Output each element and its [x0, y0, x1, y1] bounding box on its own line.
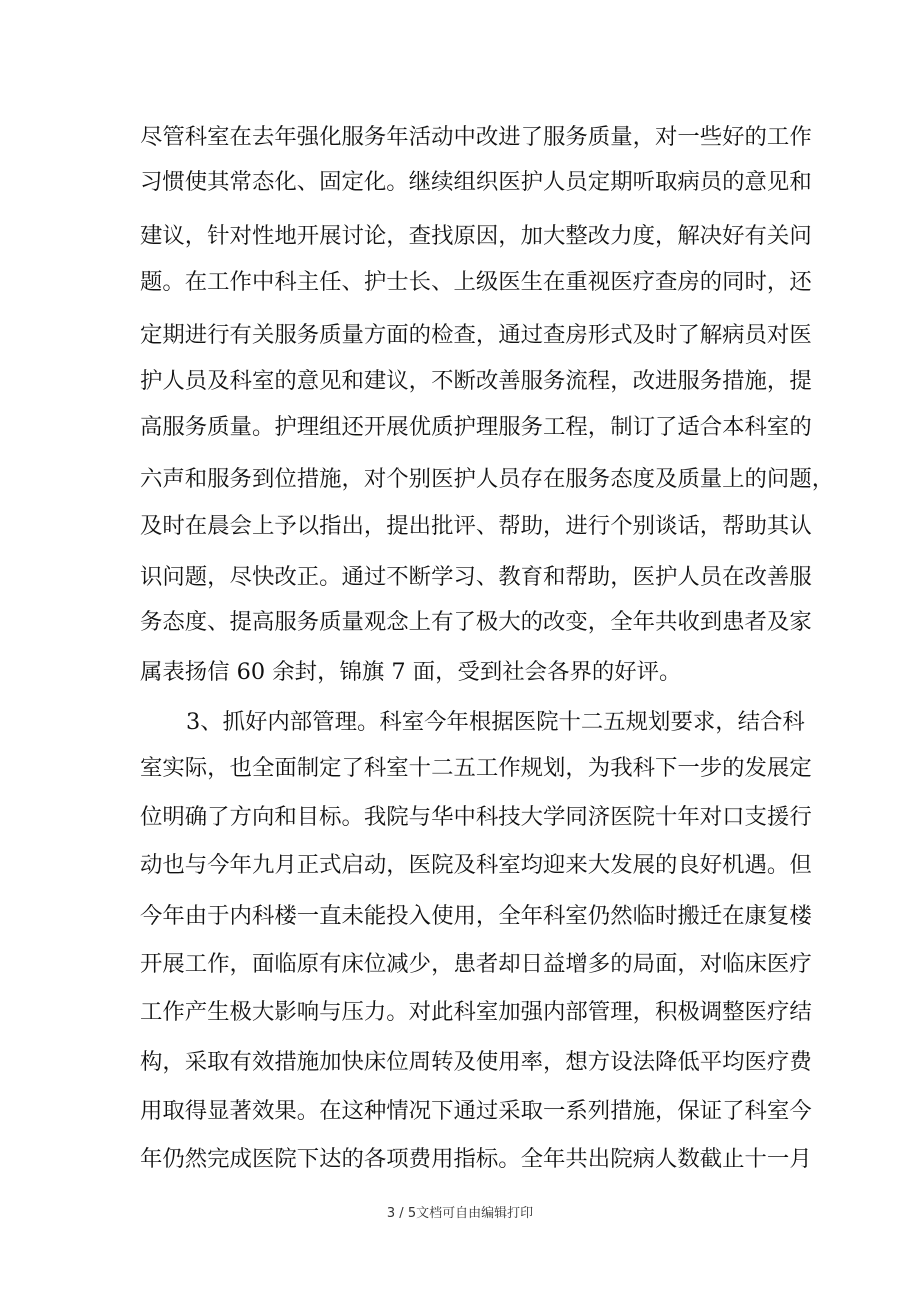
paragraph-1-line-2: 习惯使其常态化、固定化。继续组织医护人员定期听取病员的意见和 — [140, 169, 812, 195]
paragraph-1-line-8: 六声和服务到位措施，对个别医护人员存在服务态度及质量上的问题， — [140, 466, 835, 492]
paragraph-1-line-12: 属表扬信 60 余封，锦旗 7 面，受到社会各界的好评。 — [140, 659, 682, 685]
paragraph-2-line-7: 工作产生极大影响与压力。对此科室加强内部管理，积极调整医疗结 — [140, 999, 812, 1025]
paragraph-1-line-4: 题。在工作中科主任、护士长、上级医生在重视医疗查房的同时，还 — [140, 269, 812, 295]
paragraph-1-line-1: 尽管科室在去年强化服务年活动中改进了服务质量，对一些好的工作 — [140, 124, 812, 150]
paragraph-2-line-4: 动也与今年九月正式启动，医院及科室均迎来大发展的良好机遇。但 — [140, 852, 812, 878]
paragraph-1-line-9: 及时在晨会上予以指出，提出批评、帮助，进行个别谈话，帮助其认 — [140, 513, 812, 539]
paragraph-2-line-9: 用取得显著效果。在这种情况下通过采取一系列措施，保证了科室今 — [140, 1098, 812, 1124]
paragraph-1-line-6: 护人员及科室的意见和建议，不断改善服务流程，改进服务措施，提 — [140, 368, 812, 394]
paragraph-2-line-10: 年仍然完成医院下达的各项费用指标。全年共出院病人数截止十一月 — [140, 1146, 812, 1172]
paragraph-2-line-5: 今年由于内科楼一直未能投入使用，全年科室仍然临时搬迁在康复楼 — [140, 903, 812, 929]
paragraph-2-line-6: 开展工作，面临原有床位减少，患者却日益增多的局面，对临床医疗 — [140, 951, 812, 977]
paragraph-1-line-5: 定期进行有关服务质量方面的检查，通过查房形式及时了解病员对医 — [140, 322, 812, 348]
paragraph-1-line-7: 高服务质量。护理组还开展优质护理服务工程，制订了适合本科室的 — [140, 414, 812, 440]
page-footer: 3 / 5文档可自由编辑打印 — [386, 1206, 534, 1221]
paragraph-1-line-10: 识问题，尽快改正。通过不断学习、教育和帮助，医护人员在改善服 — [140, 564, 812, 590]
paragraph-2-line-1: 3、抓好内部管理。科室今年根据医院十二五规划要求，结合科 — [186, 709, 805, 735]
paragraph-2-line-2: 室实际，也全面制定了科室十二五工作规划，为我科下一步的发展定 — [140, 755, 812, 781]
paragraph-1-line-3: 建议，针对性地开展讨论，查找原因，加大整改力度，解决好有关问 — [140, 223, 812, 249]
paragraph-1-line-11: 务态度、提高服务质量观念上有了极大的改变，全年共收到患者及家 — [140, 609, 812, 635]
paragraph-2-line-3: 位明确了方向和目标。我院与华中科技大学同济医院十年对口支援行 — [140, 804, 812, 830]
paragraph-2-line-8: 构，采取有效措施加快床位周转及使用率，想方设法降低平均医疗费 — [140, 1049, 812, 1075]
